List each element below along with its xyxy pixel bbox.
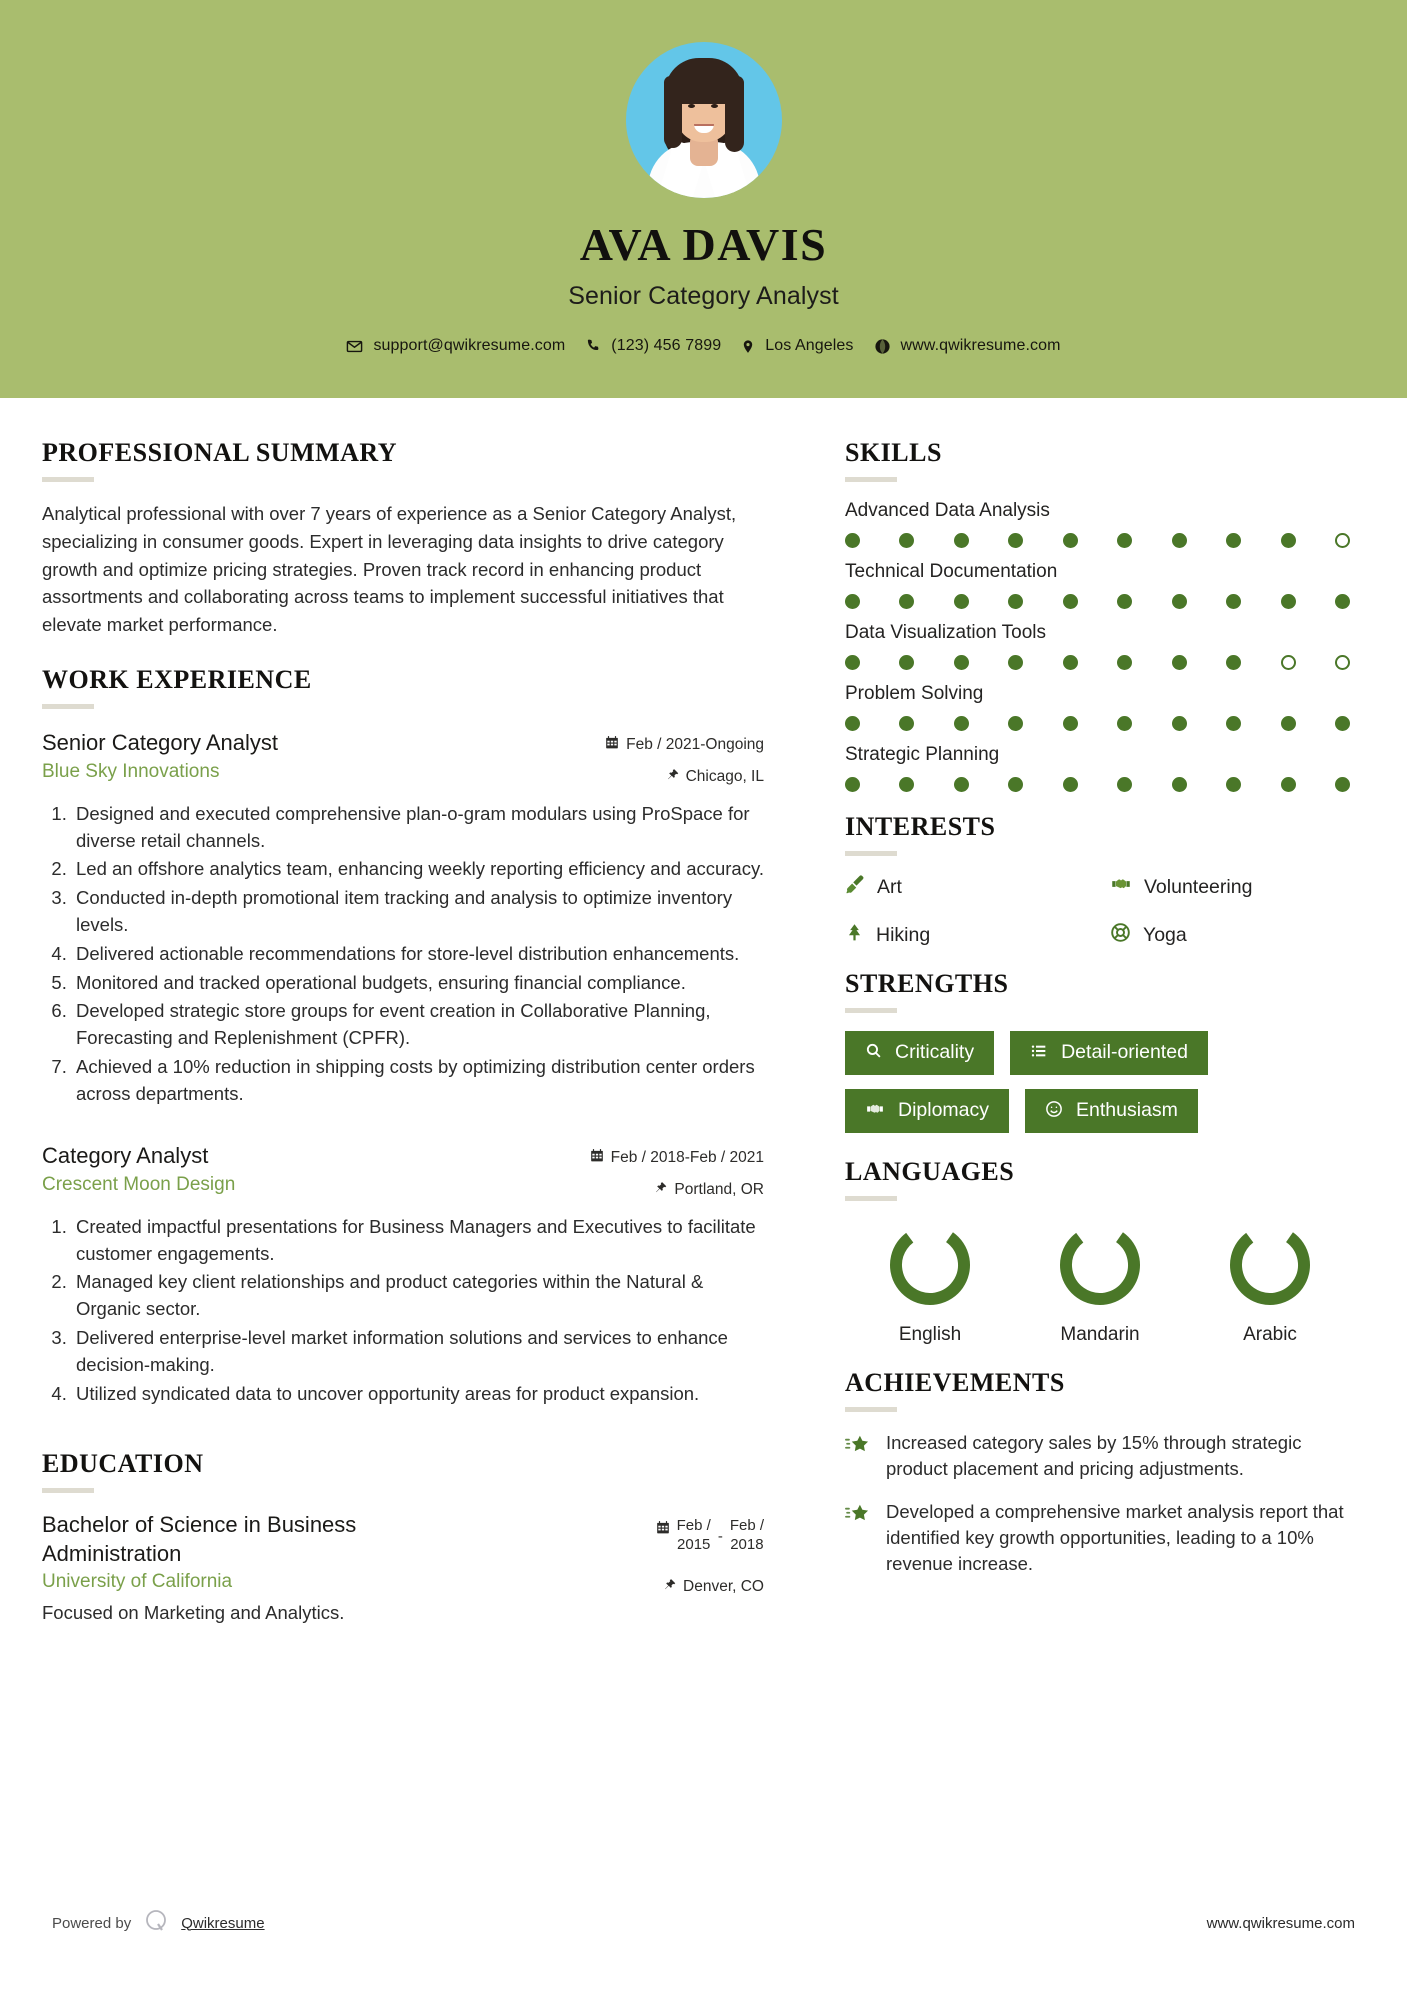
skill-dot-filled bbox=[1063, 594, 1078, 609]
skill-dot-filled bbox=[1335, 594, 1350, 609]
handshake-icon bbox=[865, 1100, 885, 1123]
strength-label: Diplomacy bbox=[898, 1099, 990, 1121]
skill-dot-filled bbox=[1008, 777, 1023, 792]
tree-icon bbox=[845, 922, 864, 949]
skill-dot-filled bbox=[1172, 533, 1187, 548]
section-rule bbox=[42, 704, 94, 709]
experience-bullets bbox=[42, 1214, 764, 1408]
strength-label: Criticality bbox=[895, 1041, 975, 1063]
map-pin-icon bbox=[741, 338, 755, 355]
education-note: Focused on Marketing and Analytics. bbox=[42, 1601, 345, 1623]
contact-website-text: www.qwikresume.com bbox=[900, 337, 1061, 355]
education-degree: Bachelor of Science in Business Administration bbox=[42, 1512, 357, 1566]
page-title: AVA DAVIS bbox=[579, 219, 828, 270]
avatar bbox=[626, 42, 782, 198]
paintbrush-icon bbox=[845, 874, 865, 900]
experience-dates bbox=[564, 735, 764, 755]
skill-dot-filled bbox=[845, 655, 860, 670]
globe-icon bbox=[874, 338, 891, 355]
experience-dates bbox=[564, 1148, 764, 1168]
skill-item bbox=[845, 622, 1365, 670]
skill-dot-filled bbox=[899, 533, 914, 548]
experience-dates-text: Feb / 2018-Feb / 2021 bbox=[610, 1148, 764, 1166]
language-label: Mandarin bbox=[1060, 1324, 1140, 1345]
section-title-skills: SKILLS bbox=[845, 438, 942, 467]
footer-website: www.qwikresume.com bbox=[1206, 1914, 1355, 1932]
section-achievements bbox=[845, 1368, 1365, 1577]
footer-brand-link[interactable]: Qwikresume bbox=[181, 1914, 265, 1932]
skill-dot-filled bbox=[1063, 533, 1078, 548]
strength-label: Detail-oriented bbox=[1061, 1041, 1188, 1063]
strength-chip-criticality[interactable] bbox=[845, 1031, 994, 1075]
footer-powered-by bbox=[52, 1908, 265, 1938]
experience-location-text: Chicago, IL bbox=[685, 767, 764, 785]
calendar-icon bbox=[590, 1148, 604, 1168]
contact-email[interactable] bbox=[346, 337, 565, 355]
handshake-icon bbox=[1110, 874, 1132, 900]
bullet-item: 5. Monitored and tracked operational budgets, ensuring financial compliance. bbox=[72, 970, 764, 997]
skill-dot-filled bbox=[1172, 777, 1187, 792]
phone-icon bbox=[585, 338, 601, 354]
education-end-month: Feb / bbox=[729, 1517, 764, 1535]
bullet-item: 4. Utilized syndicated data to uncover opportunity areas for product expansion. bbox=[72, 1381, 764, 1408]
education-end-date bbox=[730, 1517, 764, 1555]
skill-dot-filled bbox=[1226, 655, 1241, 670]
education-start-date bbox=[677, 1517, 711, 1555]
language-item bbox=[1185, 1219, 1355, 1346]
experience-role: Category Analyst bbox=[42, 1142, 209, 1168]
skill-label: Advanced Data Analysis bbox=[845, 500, 1050, 521]
interests-grid bbox=[845, 874, 1365, 949]
lifebuoy-icon bbox=[1110, 922, 1131, 949]
skill-item bbox=[845, 683, 1365, 731]
education-date-separator: - bbox=[717, 1527, 723, 1545]
search-icon bbox=[865, 1042, 882, 1064]
skill-dot-filled bbox=[899, 594, 914, 609]
star-icon bbox=[845, 1499, 870, 1578]
section-title-strengths: STRENGTHS bbox=[845, 969, 1009, 998]
contact-website[interactable] bbox=[874, 337, 1061, 355]
skill-rating bbox=[845, 655, 1350, 670]
contact-email-text: support@qwikresume.com bbox=[373, 337, 566, 355]
skill-item bbox=[845, 500, 1365, 548]
skill-rating bbox=[845, 716, 1350, 731]
skill-dot-filled bbox=[1063, 777, 1078, 792]
achievement-item bbox=[845, 1430, 1365, 1483]
skill-dot-filled bbox=[1172, 655, 1187, 670]
experience-dates-text: Feb / 2021-Ongoing bbox=[626, 735, 764, 753]
section-rule bbox=[845, 1407, 897, 1412]
skill-dot-empty bbox=[1335, 533, 1350, 548]
skill-dot-filled bbox=[1008, 655, 1023, 670]
section-rule bbox=[845, 1008, 897, 1013]
strengths-list bbox=[845, 1031, 1365, 1133]
skill-item bbox=[845, 561, 1365, 609]
interest-item bbox=[845, 922, 1110, 949]
strength-chip-detail-oriented[interactable] bbox=[1010, 1031, 1208, 1075]
email-icon bbox=[346, 338, 363, 355]
skill-rating bbox=[845, 777, 1350, 792]
skill-dot-empty bbox=[1281, 655, 1296, 670]
experience-organization: Blue Sky Innovations bbox=[42, 761, 220, 783]
list-icon bbox=[1030, 1043, 1048, 1064]
skill-dot-filled bbox=[845, 594, 860, 609]
section-languages bbox=[845, 1157, 1365, 1346]
footer bbox=[0, 1908, 1407, 1938]
skill-dot-filled bbox=[1281, 716, 1296, 731]
experience-location bbox=[564, 1180, 764, 1200]
section-title-interests: INTERESTS bbox=[845, 812, 996, 841]
section-title-languages: LANGUAGES bbox=[845, 1157, 1015, 1186]
education-location-text: Denver, CO bbox=[683, 1577, 764, 1595]
skill-dot-filled bbox=[1335, 777, 1350, 792]
education-start-month: Feb / bbox=[676, 1517, 711, 1535]
skill-rating bbox=[845, 594, 1350, 609]
section-professional-summary bbox=[42, 438, 764, 639]
skill-dot-filled bbox=[1335, 716, 1350, 731]
section-rule bbox=[42, 1488, 94, 1493]
interest-label: Hiking bbox=[876, 924, 931, 946]
skill-dot-filled bbox=[954, 716, 969, 731]
section-rule bbox=[845, 851, 897, 856]
section-skills bbox=[845, 438, 1365, 792]
bullet-item: 2. Led an offshore analytics team, enhancing weekly reporting efficiency and accuracy. bbox=[72, 856, 764, 883]
skill-label: Strategic Planning bbox=[845, 744, 1000, 765]
experience-location bbox=[564, 767, 764, 787]
contact-location-text: Los Angeles bbox=[765, 337, 854, 355]
skill-dot-filled bbox=[899, 777, 914, 792]
pin-icon bbox=[667, 767, 679, 787]
bullet-item: 3. Delivered enterprise-level market information solutions and services to enhance decision-making. bbox=[72, 1325, 764, 1379]
section-title-achievements: ACHIEVEMENTS bbox=[845, 1368, 1065, 1397]
skills-list bbox=[845, 500, 1365, 792]
section-title-experience: WORK EXPERIENCE bbox=[42, 664, 312, 694]
skill-dot-filled bbox=[1117, 533, 1132, 548]
skill-label: Data Visualization Tools bbox=[845, 622, 1047, 643]
education-end-year: 2018 bbox=[730, 1536, 764, 1554]
skill-dot-empty bbox=[1335, 655, 1350, 670]
experience-role: Senior Category Analyst bbox=[42, 729, 279, 755]
contact-location bbox=[741, 337, 853, 355]
pin-icon bbox=[664, 1577, 676, 1597]
achievement-item bbox=[845, 1499, 1365, 1578]
experience-organization: Crescent Moon Design bbox=[42, 1174, 236, 1196]
experience-location-text: Portland, OR bbox=[674, 1180, 764, 1198]
skill-dot-filled bbox=[1063, 655, 1078, 670]
skill-rating bbox=[845, 533, 1350, 548]
language-item bbox=[1015, 1219, 1185, 1346]
skill-dot-filled bbox=[1281, 533, 1296, 548]
strength-label: Enthusiasm bbox=[1076, 1099, 1178, 1121]
bullet-item: 3. Conducted in-depth promotional item tracking and analysis to optimize inventory levels. bbox=[72, 885, 764, 939]
skill-dot-filled bbox=[1008, 594, 1023, 609]
section-work-experience bbox=[42, 665, 764, 1408]
skill-dot-filled bbox=[845, 716, 860, 731]
contact-phone-text: (123) 456 7899 bbox=[611, 337, 722, 355]
skill-dot-filled bbox=[1117, 777, 1132, 792]
skill-dot-filled bbox=[954, 533, 969, 548]
interest-item bbox=[1110, 874, 1365, 900]
skill-dot-filled bbox=[845, 777, 860, 792]
strength-chip-enthusiasm[interactable] bbox=[1025, 1089, 1198, 1134]
skill-dot-filled bbox=[1281, 594, 1296, 609]
skill-dot-filled bbox=[954, 777, 969, 792]
achievement-text: Developed a comprehensive market analysis report that identified key growth opportunities, leading to a 10% revenue increase. bbox=[886, 1500, 1344, 1575]
bullet-item: 1. Designed and executed comprehensive plan-o-gram modulars using ProSpace for diverse retail channels. bbox=[72, 801, 764, 855]
section-title-education: EDUCATION bbox=[42, 1449, 204, 1479]
skill-dot-filled bbox=[1117, 716, 1132, 731]
skill-dot-filled bbox=[1117, 594, 1132, 609]
languages-list bbox=[845, 1219, 1365, 1346]
experience-entry bbox=[42, 1142, 764, 1408]
star-icon bbox=[845, 1430, 870, 1483]
calendar-icon bbox=[656, 1517, 670, 1540]
pin-icon bbox=[655, 1180, 667, 1200]
section-education bbox=[42, 1449, 764, 1624]
skill-dot-filled bbox=[1281, 777, 1296, 792]
contact-row bbox=[346, 337, 1060, 355]
skill-dot-filled bbox=[954, 594, 969, 609]
language-label: English bbox=[898, 1324, 962, 1345]
skill-dot-filled bbox=[1172, 716, 1187, 731]
language-label: Arabic bbox=[1243, 1324, 1297, 1345]
skill-dot-filled bbox=[1008, 716, 1023, 731]
left-column bbox=[42, 398, 800, 1630]
skill-dot-filled bbox=[1117, 655, 1132, 670]
skill-dot-filled bbox=[1226, 594, 1241, 609]
language-gauge bbox=[884, 1219, 976, 1311]
achievement-text: Increased category sales by 15% through strategic product placement and pricing adjustments. bbox=[886, 1432, 1302, 1480]
education-entry bbox=[42, 1511, 764, 1624]
strength-chip-diplomacy[interactable] bbox=[845, 1089, 1009, 1134]
language-gauge bbox=[1054, 1219, 1146, 1311]
skill-dot-filled bbox=[899, 655, 914, 670]
bullet-item: 7. Achieved a 10% reduction in shipping costs by optimizing distribution center orders across departments. bbox=[72, 1054, 764, 1108]
summary-text: Analytical professional with over 7 years of experience as a Senior Category Analyst, specializing in consumer goods. Expert in leveraging data insights to drive category growth and optimize pricing strategies. Proven track record in enhancing product assortments and collaborating across teams to implement successful initiatives that elevate market performance. bbox=[42, 503, 737, 635]
education-start-year: 2015 bbox=[677, 1536, 711, 1554]
section-rule bbox=[42, 477, 94, 482]
resume-body bbox=[0, 398, 1407, 1630]
calendar-icon bbox=[605, 735, 619, 755]
education-location bbox=[564, 1577, 764, 1597]
section-rule bbox=[845, 477, 897, 482]
skill-dot-filled bbox=[899, 716, 914, 731]
language-item bbox=[845, 1219, 1015, 1346]
qwikresume-logo-icon bbox=[143, 1908, 169, 1938]
section-interests bbox=[845, 812, 1365, 949]
skill-dot-filled bbox=[1063, 716, 1078, 731]
skill-dot-filled bbox=[1008, 533, 1023, 548]
language-gauge bbox=[1224, 1219, 1316, 1311]
right-column bbox=[800, 398, 1365, 1630]
interest-label: Yoga bbox=[1143, 924, 1187, 946]
skill-dot-filled bbox=[1226, 533, 1241, 548]
interest-item bbox=[845, 874, 1110, 900]
footer-powered-by-label: Powered by bbox=[52, 1914, 132, 1932]
smiley-icon bbox=[1045, 1100, 1063, 1123]
experience-entry bbox=[42, 729, 764, 1108]
interest-item bbox=[1110, 922, 1365, 949]
skill-label: Problem Solving bbox=[845, 683, 984, 704]
interest-label: Volunteering bbox=[1144, 875, 1253, 898]
skill-dot-filled bbox=[845, 533, 860, 548]
resume-header bbox=[0, 0, 1407, 398]
contact-phone[interactable] bbox=[585, 337, 721, 355]
skill-dot-filled bbox=[1172, 594, 1187, 609]
section-strengths bbox=[845, 969, 1365, 1133]
bullet-item: 2. Managed key client relationships and product categories within the Natural & Organic sector. bbox=[72, 1269, 764, 1323]
education-dates bbox=[564, 1517, 764, 1555]
experience-bullets bbox=[42, 801, 764, 1108]
bullet-item: 4. Delivered actionable recommendations for store-level distribution enhancements. bbox=[72, 941, 764, 968]
bullet-item: 6. Developed strategic store groups for event creation in Collaborative Planning, Forecasting and Replenishment (CPFR). bbox=[72, 998, 764, 1052]
bullet-item: 1. Created impactful presentations for Business Managers and Executives to facilitate customer engagements. bbox=[72, 1214, 764, 1268]
job-title: Senior Category Analyst bbox=[568, 282, 839, 311]
education-school: University of California bbox=[42, 1570, 233, 1592]
skill-dot-filled bbox=[954, 655, 969, 670]
skill-dot-filled bbox=[1226, 777, 1241, 792]
skill-dot-filled bbox=[1226, 716, 1241, 731]
section-rule bbox=[845, 1196, 897, 1201]
skill-label: Technical Documentation bbox=[845, 561, 1058, 582]
section-title-summary: PROFESSIONAL SUMMARY bbox=[42, 438, 398, 467]
skill-item bbox=[845, 744, 1365, 792]
interest-label: Art bbox=[877, 875, 902, 898]
